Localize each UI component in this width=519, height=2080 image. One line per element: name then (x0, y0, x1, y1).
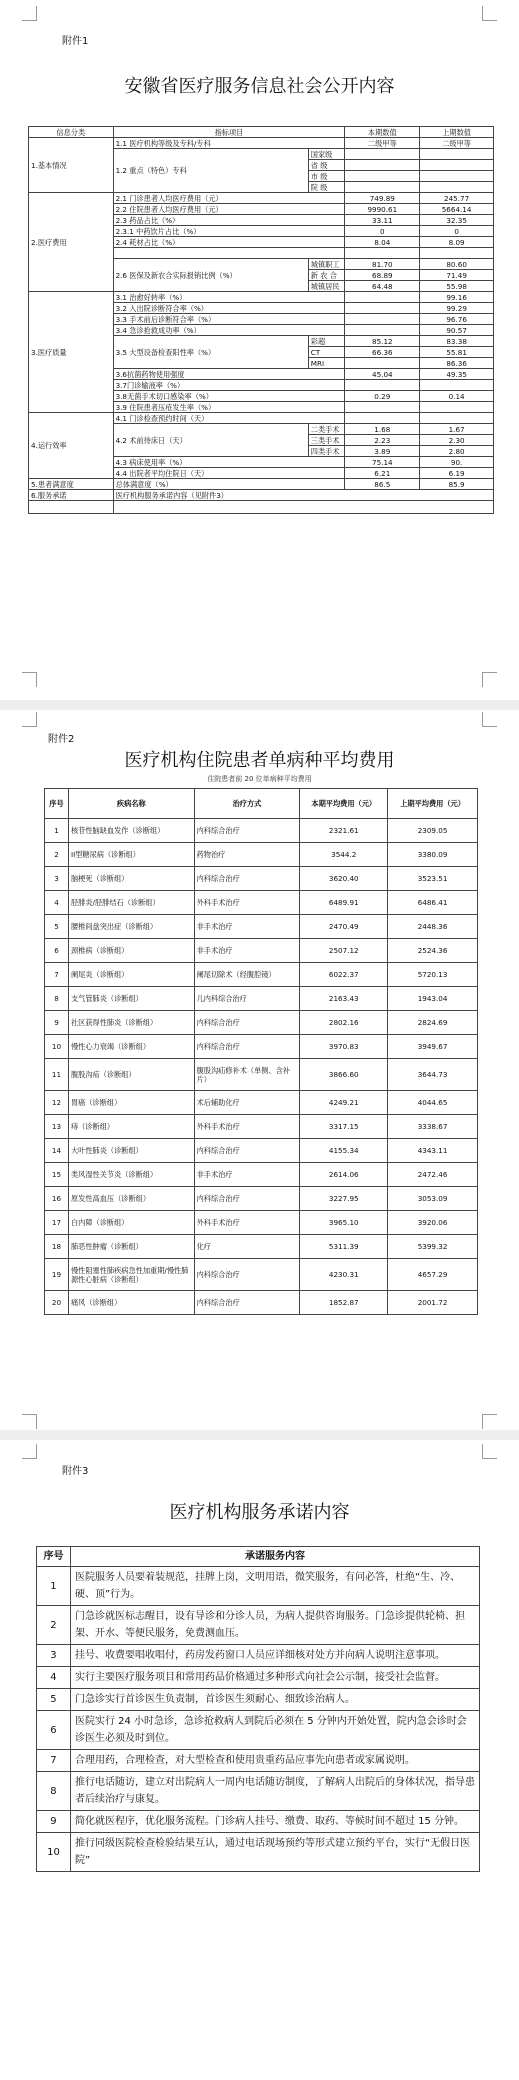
table-row (45, 843, 478, 867)
treatment-method: 非手术治疗 (194, 1163, 300, 1187)
table-row (37, 1689, 480, 1711)
table-row (37, 1811, 480, 1833)
current-value: 66.36 (345, 347, 420, 358)
commitment-text: 医院服务人员要着装规范，挂牌上岗，文明用语，微笑服务，有问必答，杜绝“生、冷、硬、顶”行为。 (70, 1567, 479, 1606)
previous-value: 8.09 (420, 237, 494, 248)
row-number: 1 (45, 819, 69, 843)
indicator-name: 2.1 门诊患者人均医疗费用（元） (113, 193, 345, 204)
previous-avg-cost: 3523.51 (388, 867, 478, 891)
current-avg-cost: 3970.83 (300, 1035, 388, 1059)
disease-name: 社区获得性肺炎（诊断组） (68, 1011, 194, 1035)
table-row (45, 1091, 478, 1115)
current-avg-cost: 6022.37 (300, 963, 388, 987)
indicator-name: 4.3 病床使用率（%） (113, 457, 345, 468)
indicator-name: 2.3 药品占比（%） (113, 215, 345, 226)
column-header: 信息分类 (29, 127, 114, 138)
sub-label: MRI (308, 358, 345, 369)
attachment-1-page (0, 0, 519, 700)
page-gap (0, 700, 519, 710)
previous-value: 83.38 (420, 336, 494, 347)
current-avg-cost: 3620.40 (300, 867, 388, 891)
table-row (37, 1567, 480, 1606)
crop-mark (482, 672, 497, 687)
treatment-method: 内科综合治疗 (194, 1187, 300, 1211)
table-header-row (37, 1547, 480, 1567)
row-number: 14 (45, 1139, 69, 1163)
current-value: 1.68 (345, 424, 420, 435)
category-cell: 4.运行效率 (29, 413, 114, 479)
row-number: 3 (37, 1645, 71, 1667)
current-value: 45.04 (345, 369, 420, 380)
current-value (345, 314, 420, 325)
previous-avg-cost: 3949.67 (388, 1035, 478, 1059)
table-row (37, 1606, 480, 1645)
treatment-method: 化疗 (194, 1235, 300, 1259)
indicator-name: 3.5 大型设备检查阳性率（%） (113, 336, 308, 369)
current-avg-cost: 3317.15 (300, 1115, 388, 1139)
crop-mark (22, 6, 37, 21)
previous-avg-cost: 4044.65 (388, 1091, 478, 1115)
table-row (37, 1667, 480, 1689)
commitment-text: 推行同级医院检查检验结果互认，通过电话现场预约等形式建立预约平台，实行“无假日医院” (70, 1833, 479, 1872)
disease-name: 核苷性脑缺血发作（诊断组） (68, 819, 194, 843)
current-value (345, 380, 420, 391)
disease-name: 慢性心力衰竭（诊断组） (68, 1035, 194, 1059)
previous-avg-cost: 2824.69 (388, 1011, 478, 1035)
previous-avg-cost: 2472.46 (388, 1163, 478, 1187)
previous-value: 55.81 (420, 347, 494, 358)
treatment-method: 内科综合治疗 (194, 819, 300, 843)
previous-avg-cost: 2001.72 (388, 1291, 478, 1315)
row-number: 7 (45, 963, 69, 987)
previous-avg-cost: 3644.73 (388, 1059, 478, 1091)
current-avg-cost: 4249.21 (300, 1091, 388, 1115)
current-value: 9990.61 (345, 204, 420, 215)
indicator-name: 2.2 住院患者人均医疗费用（元） (113, 204, 345, 215)
level-label: 院 级 (308, 182, 345, 193)
column-header: 承诺服务内容 (70, 1547, 479, 1567)
row-number: 9 (37, 1811, 71, 1833)
previous-avg-cost: 4343.11 (388, 1139, 478, 1163)
table-row (45, 819, 478, 843)
indicator-name: 1.1 医疗机构等级及专科/专科 (113, 138, 345, 149)
sub-label: CT (308, 347, 345, 358)
row-number: 1 (37, 1567, 71, 1606)
table-row (45, 1035, 478, 1059)
table-row (45, 867, 478, 891)
current-avg-cost: 2163.43 (300, 987, 388, 1011)
row-number: 15 (45, 1163, 69, 1187)
indicator-name: 3.8无菌手术切口感染率（%） (113, 391, 345, 402)
current-value: 33.11 (345, 215, 420, 226)
row-number: 12 (45, 1091, 69, 1115)
disease-name: 腹股沟疝（诊断组） (68, 1059, 194, 1091)
previous-avg-cost: 5399.32 (388, 1235, 478, 1259)
row-number: 18 (45, 1235, 69, 1259)
category-cell: 5.患者满意度 (29, 479, 114, 490)
row-number: 3 (45, 867, 69, 891)
crop-mark (22, 712, 37, 727)
row-number: 13 (45, 1115, 69, 1139)
column-header: 上期平均费用（元） (388, 789, 478, 819)
previous-value (420, 380, 494, 391)
current-value: 2.23 (345, 435, 420, 446)
table-header-row (45, 789, 478, 819)
sub-label: 四类手术 (308, 446, 345, 457)
current-value: 75.14 (345, 457, 420, 468)
row-number: 4 (37, 1667, 71, 1689)
previous-avg-cost: 5720.13 (388, 963, 478, 987)
table-row (45, 987, 478, 1011)
previous-value: 6.19 (420, 468, 494, 479)
current-value: 68.89 (345, 270, 420, 281)
current-value (345, 292, 420, 303)
table-header-row (29, 127, 494, 138)
current-avg-cost: 3965.10 (300, 1211, 388, 1235)
previous-avg-cost: 2448.36 (388, 915, 478, 939)
previous-value: 2.80 (420, 446, 494, 457)
previous-avg-cost: 2309.05 (388, 819, 478, 843)
current-avg-cost: 2507.12 (300, 939, 388, 963)
row-number: 9 (45, 1011, 69, 1035)
previous-value: 90. (420, 457, 494, 468)
treatment-method: 内科综合治疗 (194, 867, 300, 891)
current-value: 8.04 (345, 237, 420, 248)
column-header: 上期数值 (420, 127, 494, 138)
treatment-method: 阑尾切除术（经腹腔镜） (194, 963, 300, 987)
row-number: 5 (45, 915, 69, 939)
treatment-method: 非手术治疗 (194, 939, 300, 963)
crop-mark (22, 1444, 37, 1459)
commitment-text: 医院实行 24 小时急诊，急诊抢救病人到院后必须在 5 分钟内开始处置，院内急会诊时会诊医生必须及时到位。 (70, 1711, 479, 1750)
indicator-name: 3.4 急诊抢救成功率（%） (113, 325, 345, 336)
previous-value: 85.9 (420, 479, 494, 490)
indicator-name: 3.2 入出院诊断符合率（%） (113, 303, 345, 314)
indicator-name: 4.1 门诊检查预约时间（天） (113, 413, 345, 424)
previous-value: 5664.14 (420, 204, 494, 215)
current-avg-cost: 6489.91 (300, 891, 388, 915)
disease-name: 胫腓炎/胫腓结石（诊断组） (68, 891, 194, 915)
treatment-method: 术后辅助化疗 (194, 1091, 300, 1115)
current-avg-cost: 3227.95 (300, 1187, 388, 1211)
table-row (45, 1211, 478, 1235)
current-value: 3.89 (345, 446, 420, 457)
current-value (345, 303, 420, 314)
table-row (45, 1163, 478, 1187)
previous-avg-cost: 3920.06 (388, 1211, 478, 1235)
table-row (45, 939, 478, 963)
table-row (37, 1833, 480, 1872)
previous-value: 32.35 (420, 215, 494, 226)
column-header: 序号 (45, 789, 69, 819)
previous-value: 99.16 (420, 292, 494, 303)
row-number: 11 (45, 1059, 69, 1091)
column-header: 本期平均费用（元） (300, 789, 388, 819)
current-avg-cost: 5311.39 (300, 1235, 388, 1259)
current-value: 86.5 (345, 479, 420, 490)
disease-name: 白内障（诊断组） (68, 1211, 194, 1235)
row-number: 6 (37, 1711, 71, 1750)
indicator-name: 2.6 医保及新农合实际报销比例（%） (113, 259, 308, 292)
previous-avg-cost: 4657.29 (388, 1259, 478, 1291)
table-row (37, 1772, 480, 1811)
attachment-label: 附件3 (62, 1466, 89, 1477)
row-number: 8 (45, 987, 69, 1011)
current-value: 64.48 (345, 281, 420, 292)
disease-name: 肺恶性肿瘤（诊断组） (68, 1235, 194, 1259)
column-header: 指标项目 (113, 127, 345, 138)
treatment-method: 腹股沟疝修补术（单侧、含补片） (194, 1059, 300, 1091)
sub-label: 三类手术 (308, 435, 345, 446)
previous-value: 86.36 (420, 358, 494, 369)
previous-avg-cost: 3053.09 (388, 1187, 478, 1211)
table-row (37, 1750, 480, 1772)
current-value: 85.12 (345, 336, 420, 347)
current-avg-cost: 3866.60 (300, 1059, 388, 1091)
current-avg-cost: 4230.31 (300, 1259, 388, 1291)
column-header: 疾病名称 (68, 789, 194, 819)
treatment-method: 外科手术治疗 (194, 1115, 300, 1139)
previous-avg-cost: 3338.67 (388, 1115, 478, 1139)
current-avg-cost: 1852.87 (300, 1291, 388, 1315)
previous-value: 90.57 (420, 325, 494, 336)
previous-value (420, 413, 494, 424)
treatment-method: 外科手术治疗 (194, 891, 300, 915)
disease-cost-table (44, 788, 478, 1315)
previous-value: 245.77 (420, 193, 494, 204)
row-number: 2 (45, 843, 69, 867)
previous-avg-cost: 6486.41 (388, 891, 478, 915)
row-number: 2 (37, 1606, 71, 1645)
table-row (45, 1187, 478, 1211)
page-title: 医疗机构服务承诺内容 (169, 1502, 350, 1523)
disease-name: 大叶性肺炎（诊断组） (68, 1139, 194, 1163)
indicator-name: 1.2 重点（特色）专科 (113, 149, 308, 193)
level-label: 市 级 (308, 171, 345, 182)
indicator-name: 2.3.1 中药饮片占比（%） (113, 226, 345, 237)
treatment-method: 内科综合治疗 (194, 1259, 300, 1291)
level-label: 国家级 (308, 149, 345, 160)
indicator-name: 总体满意度（%） (113, 479, 345, 490)
indicator-name: 3.7门诊输液率（%） (113, 380, 345, 391)
table-row (45, 1139, 478, 1163)
blank-row (113, 248, 345, 259)
disease-name: 类风湿性关节炎（诊断组） (68, 1163, 194, 1187)
row-number: 17 (45, 1211, 69, 1235)
current-value (345, 413, 420, 424)
current-avg-cost: 2321.61 (300, 819, 388, 843)
table-row (45, 1235, 478, 1259)
previous-value: 55.98 (420, 281, 494, 292)
category-cell: 1.基本情况 (29, 138, 114, 193)
disease-name: 颈椎病（诊断组） (68, 939, 194, 963)
disease-name: II型糖尿病（诊断组） (68, 843, 194, 867)
row-number: 6 (45, 939, 69, 963)
table-row (37, 1711, 480, 1750)
treatment-method: 内科综合治疗 (194, 1139, 300, 1163)
page-title: 医疗机构住院患者单病种平均费用 (124, 750, 395, 771)
previous-value: 71.49 (420, 270, 494, 281)
previous-value (420, 402, 494, 413)
row-number: 19 (45, 1259, 69, 1291)
treatment-method: 内科综合治疗 (194, 1035, 300, 1059)
row-number: 5 (37, 1689, 71, 1711)
commitment-text: 门急诊实行首诊医生负责制，首诊医生须耐心、细致诊治病人。 (70, 1689, 479, 1711)
indicator-name: 医疗机构服务承诺内容（见附件3） (113, 490, 493, 501)
table-row (45, 1259, 478, 1291)
disease-name: 原发性高血压（诊断组） (68, 1187, 194, 1211)
previous-value: 80.60 (420, 259, 494, 270)
current-value: 6.21 (345, 468, 420, 479)
current-value (345, 358, 420, 369)
disease-name: 慢性阻塞性肺疾病急性加重期/慢性肺源性心脏病（诊断组） (68, 1259, 194, 1291)
previous-avg-cost: 1943.04 (388, 987, 478, 1011)
commitment-text: 推行电话随访，建立对出院病人一周内电话随访制度，了解病人出院后的身体状况，指导患者后续治疗与康复。 (70, 1772, 479, 1811)
column-header: 序号 (37, 1547, 71, 1567)
disease-name: 痔（诊断组） (68, 1115, 194, 1139)
disease-name: 脑梗死（诊断组） (68, 867, 194, 891)
current-value (345, 325, 420, 336)
disease-name: 腰椎间盘突出症（诊断组） (68, 915, 194, 939)
previous-value: 2.30 (420, 435, 494, 446)
previous-value: 1.67 (420, 424, 494, 435)
previous-value: 0 (420, 226, 494, 237)
treatment-method: 非手术治疗 (194, 915, 300, 939)
attachment-3-page (0, 1440, 519, 2080)
commitment-text: 实行主要医疗服务项目和常用药品价格通过多种形式向社会公示制，接受社会监督。 (70, 1667, 479, 1689)
sub-label: 城镇职工 (308, 259, 345, 270)
page-gap (0, 1430, 519, 1440)
indicator-name: 4.2 术前待床日（天） (113, 424, 308, 457)
table-subtitle: 住院患者前 20 位单病种平均费用 (207, 775, 312, 783)
sub-label: 新 农 合 (308, 270, 345, 281)
treatment-method: 药物治疗 (194, 843, 300, 867)
sub-label: 二类手术 (308, 424, 345, 435)
indicator-name: 3.9 住院患者压疮发生率（%） (113, 402, 345, 413)
table-row (45, 1115, 478, 1139)
row-number: 4 (45, 891, 69, 915)
treatment-method: 内科综合治疗 (194, 1291, 300, 1315)
commitment-text: 挂号、收费要唱收唱付，药房发药窗口人员应详细核对处方并向病人说明注意事项。 (70, 1645, 479, 1667)
attachment-2-page (0, 710, 519, 1430)
crop-mark (482, 712, 497, 727)
row-number: 10 (37, 1833, 71, 1872)
previous-avg-cost: 3380.09 (388, 843, 478, 867)
table-row (37, 1645, 480, 1667)
crop-mark (482, 6, 497, 21)
current-avg-cost: 3544.2 (300, 843, 388, 867)
sub-label: 彩超 (308, 336, 345, 347)
attachment-label: 附件1 (62, 36, 89, 47)
indicator-name: 2.4 耗材占比（%） (113, 237, 345, 248)
disease-name: 胃癌（诊断组） (68, 1091, 194, 1115)
table-row (45, 915, 478, 939)
sub-label: 城镇居民 (308, 281, 345, 292)
current-value (345, 402, 420, 413)
current-value: 0 (345, 226, 420, 237)
crop-mark (22, 672, 37, 687)
row-number: 7 (37, 1750, 71, 1772)
column-header: 本期数值 (345, 127, 420, 138)
table-row (45, 1011, 478, 1035)
row-number: 8 (37, 1772, 71, 1811)
current-value: 0.29 (345, 391, 420, 402)
current-avg-cost: 2614.06 (300, 1163, 388, 1187)
current-value: 749.89 (345, 193, 420, 204)
table-row (45, 1059, 478, 1091)
category-cell: 2.医疗费用 (29, 193, 114, 292)
previous-value: 49.35 (420, 369, 494, 380)
indicator-name: 3.1 治愈好转率（%） (113, 292, 345, 303)
commitment-text: 门急诊就医标志醒目，设有导诊和分诊人员，为病人提供咨询服务。门急诊提供轮椅、担架、开水、等便民服务，免费测血压。 (70, 1606, 479, 1645)
treatment-method: 外科手术治疗 (194, 1211, 300, 1235)
disease-name: 支气管肺炎（诊断组） (68, 987, 194, 1011)
previous-value: 96.76 (420, 314, 494, 325)
treatment-method: 内科综合治疗 (194, 1011, 300, 1035)
disease-name: 阑尾炎（诊断组） (68, 963, 194, 987)
current-value: 81.70 (345, 259, 420, 270)
current-value: 二级甲等 (345, 138, 420, 149)
commitment-text: 简化就医程序，优化服务流程。门诊病人挂号、缴费、取药、等候时间不超过 15 分钟。 (70, 1811, 479, 1833)
table-row (45, 963, 478, 987)
column-header: 治疗方式 (194, 789, 300, 819)
current-avg-cost: 4155.34 (300, 1139, 388, 1163)
level-label: 省 级 (308, 160, 345, 171)
info-table (28, 126, 494, 514)
previous-avg-cost: 2524.36 (388, 939, 478, 963)
indicator-name: 3.3 手术前后诊断符合率（%） (113, 314, 345, 325)
commitment-text: 合理用药，合理检查，对大型检查和使用贵重药品应事先向患者或家属说明。 (70, 1750, 479, 1772)
previous-value: 二级甲等 (420, 138, 494, 149)
crop-mark (482, 1444, 497, 1459)
previous-value: 99.29 (420, 303, 494, 314)
row-number: 16 (45, 1187, 69, 1211)
current-avg-cost: 2470.49 (300, 915, 388, 939)
row-number: 10 (45, 1035, 69, 1059)
current-avg-cost: 2802.16 (300, 1011, 388, 1035)
attachment-label: 附件2 (48, 734, 75, 745)
crop-mark (482, 1414, 497, 1429)
category-cell: 6.服务承诺 (29, 490, 114, 501)
service-commitment-table (36, 1546, 480, 1872)
previous-value: 0.14 (420, 391, 494, 402)
crop-mark (22, 1414, 37, 1429)
disease-name: 痛风（诊断组） (68, 1291, 194, 1315)
table-row (45, 1291, 478, 1315)
treatment-method: 儿内科综合治疗 (194, 987, 300, 1011)
page-title: 安徽省医疗服务信息社会公开内容 (124, 76, 395, 97)
category-cell: 3.医疗质量 (29, 292, 114, 413)
table-row (45, 891, 478, 915)
indicator-name: 4.4 出院者平均住院日（天） (113, 468, 345, 479)
indicator-name: 3.6抗菌药物使用强度 (113, 369, 345, 380)
row-number: 20 (45, 1291, 69, 1315)
